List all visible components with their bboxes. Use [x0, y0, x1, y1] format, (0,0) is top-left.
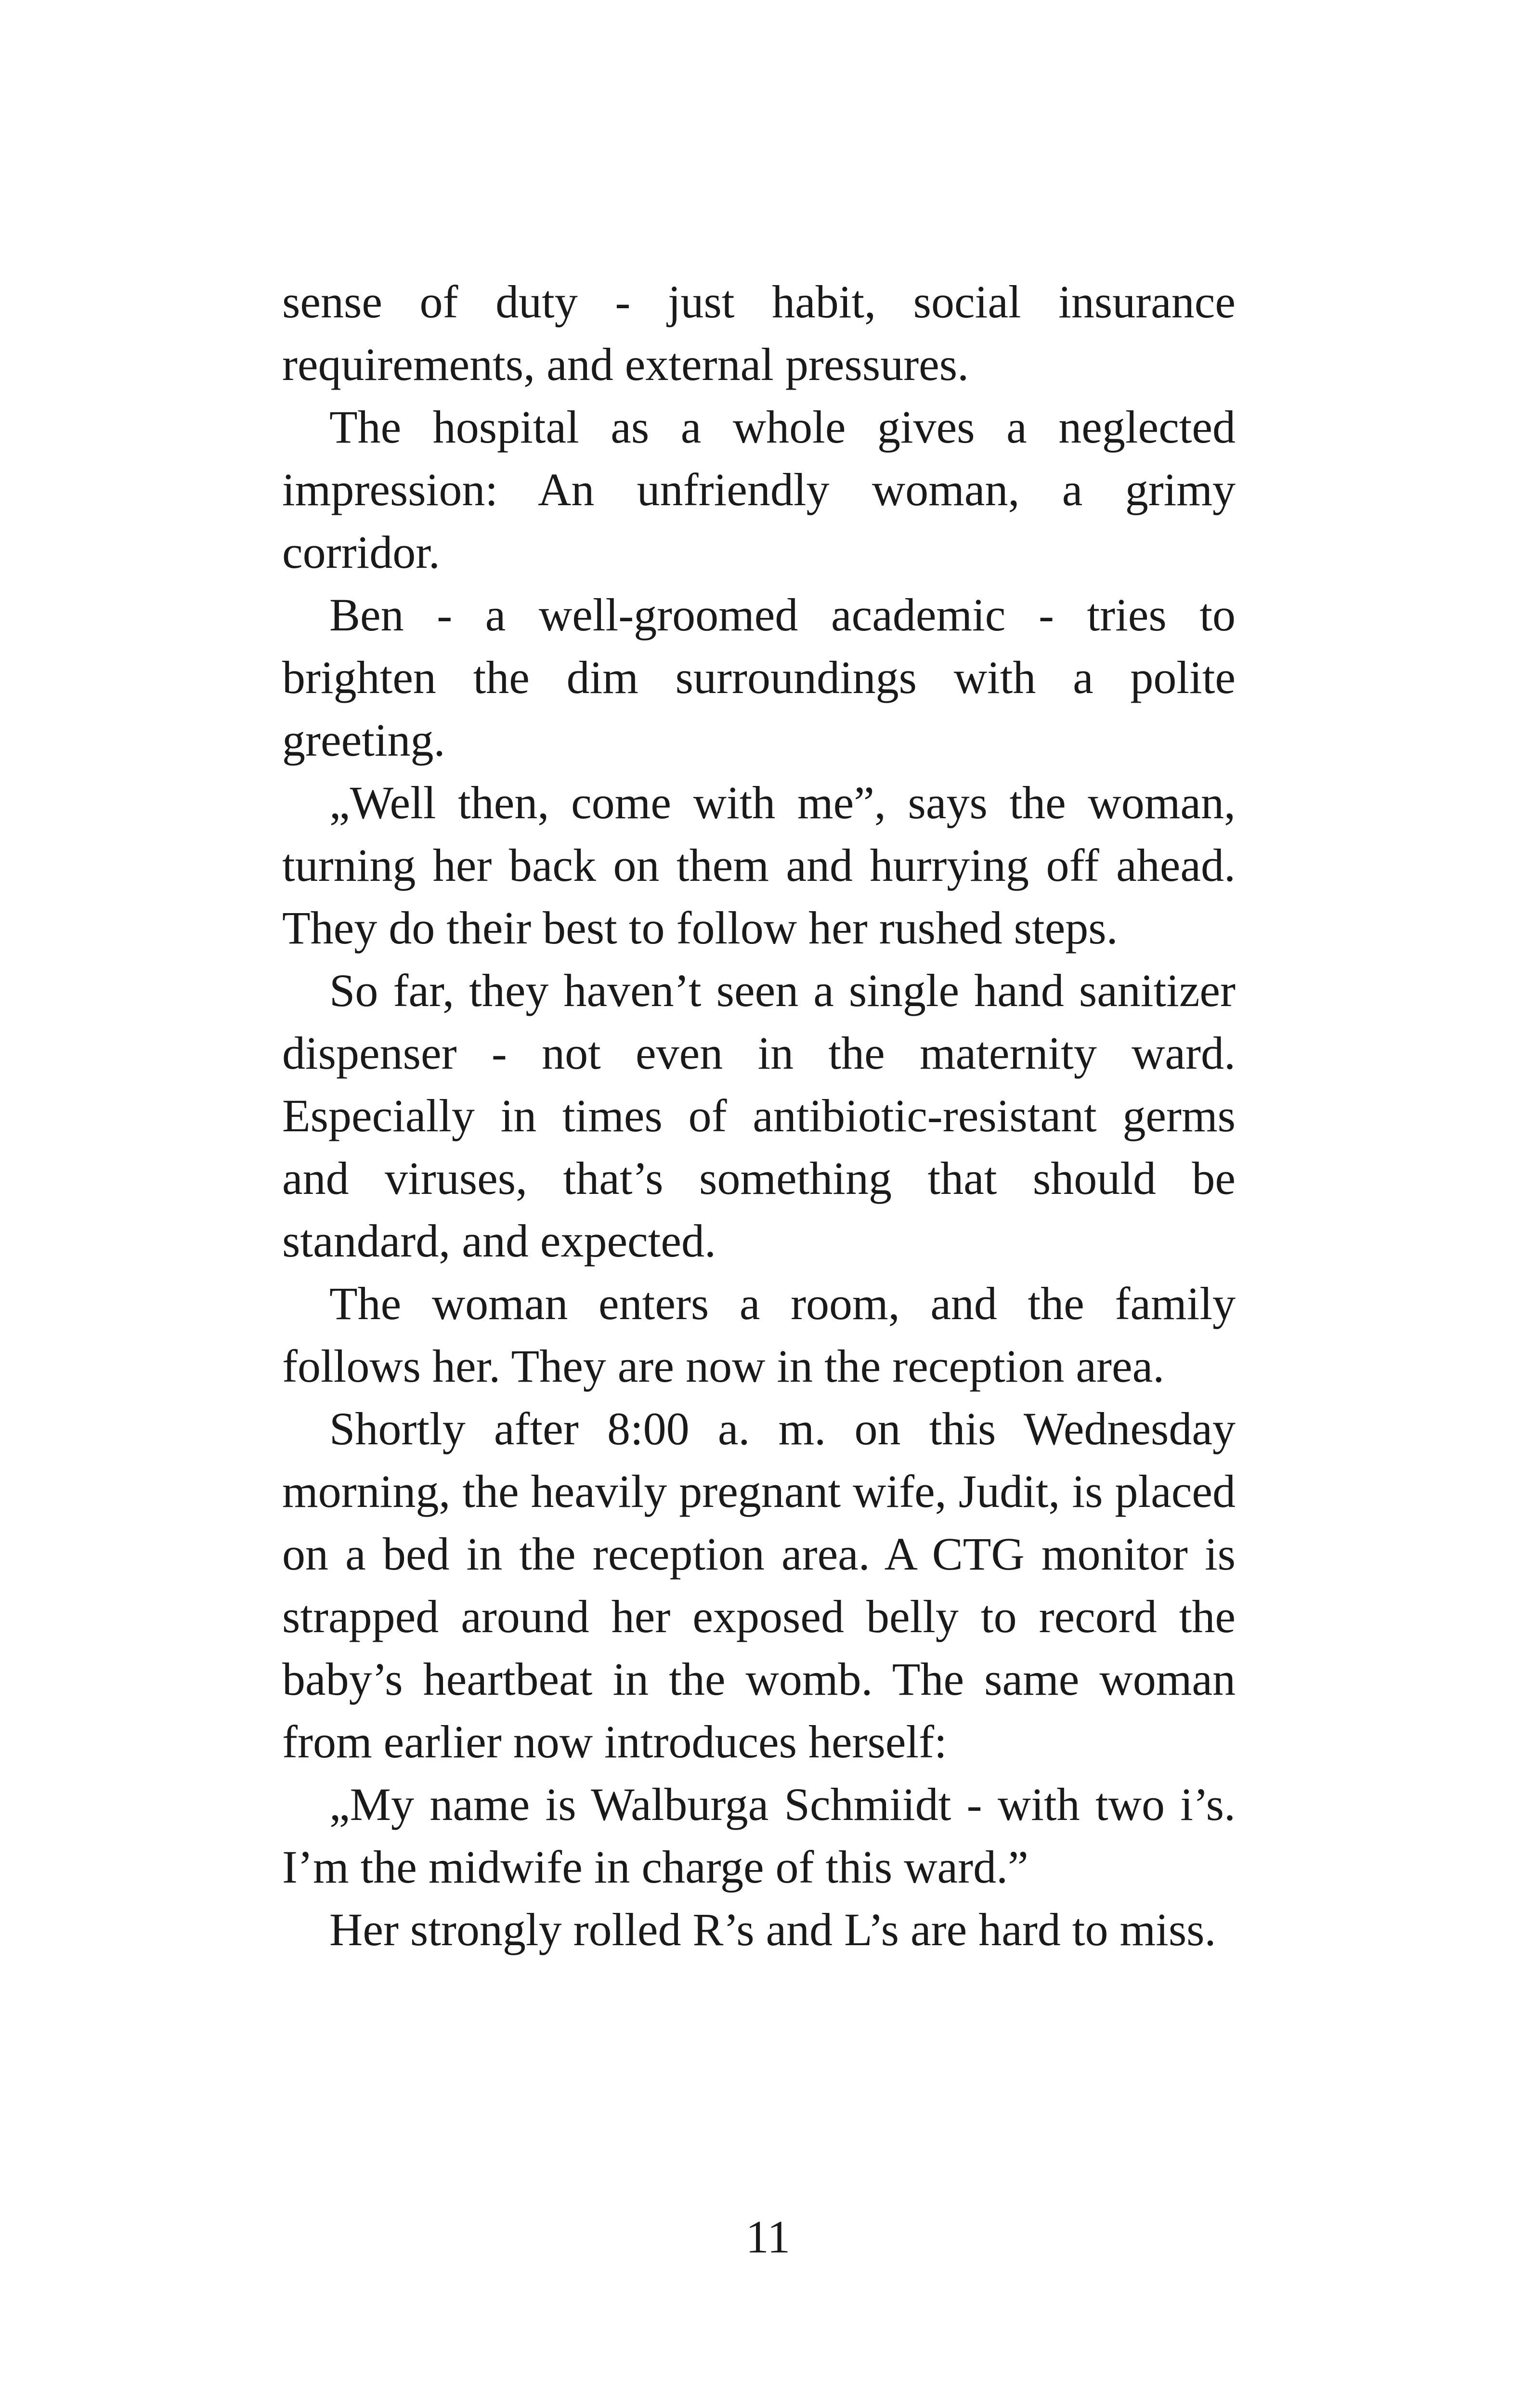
paragraph-7: Shortly after 8:00 a. m. on this Wednesday morning, the heavily pregnant wife, Judit, is placed on a bed in the reception area. A CTG monitor is strapped around her exposed belly to record the baby’s heartbeat in the womb. The same woman from earlier now introduces herself: — [282, 1403, 1236, 1767]
paragraph-4: „Well then, come with me”, says the woman, turning her back on them and hurrying off ahead. They do their best to follow her rushed steps. — [282, 777, 1236, 954]
body-text — [282, 271, 1236, 1961]
paragraph-3: Ben - a well-groomed academic - tries to brighten the dim surroundings with a polite greeting. — [282, 589, 1236, 766]
paragraph-6: The woman enters a room, and the family follows her. They are now in the reception area. — [282, 1278, 1236, 1392]
page-number: 11 — [745, 2211, 791, 2263]
paragraph-5: So far, they haven’t seen a single hand sanitizer dispenser - not even in the maternity ward. Especially in times of antibiotic-resistant germs and viruses, that’s something that should be standard, and expected. — [282, 965, 1236, 1267]
paragraph-2: The hospital as a whole gives a neglected impression: An unfriendly woman, a grimy corridor. — [282, 401, 1236, 578]
paragraph-1: sense of duty - just habit, social insurance requirements, and external pressures. — [282, 276, 1236, 390]
paragraph-8: „My name is Walburga Schmiidt - with two i’s. I’m the midwife in charge of this ward.” — [282, 1779, 1236, 1893]
paragraph-9: Her strongly rolled R’s and L’s are hard to miss. — [329, 1904, 1216, 1955]
